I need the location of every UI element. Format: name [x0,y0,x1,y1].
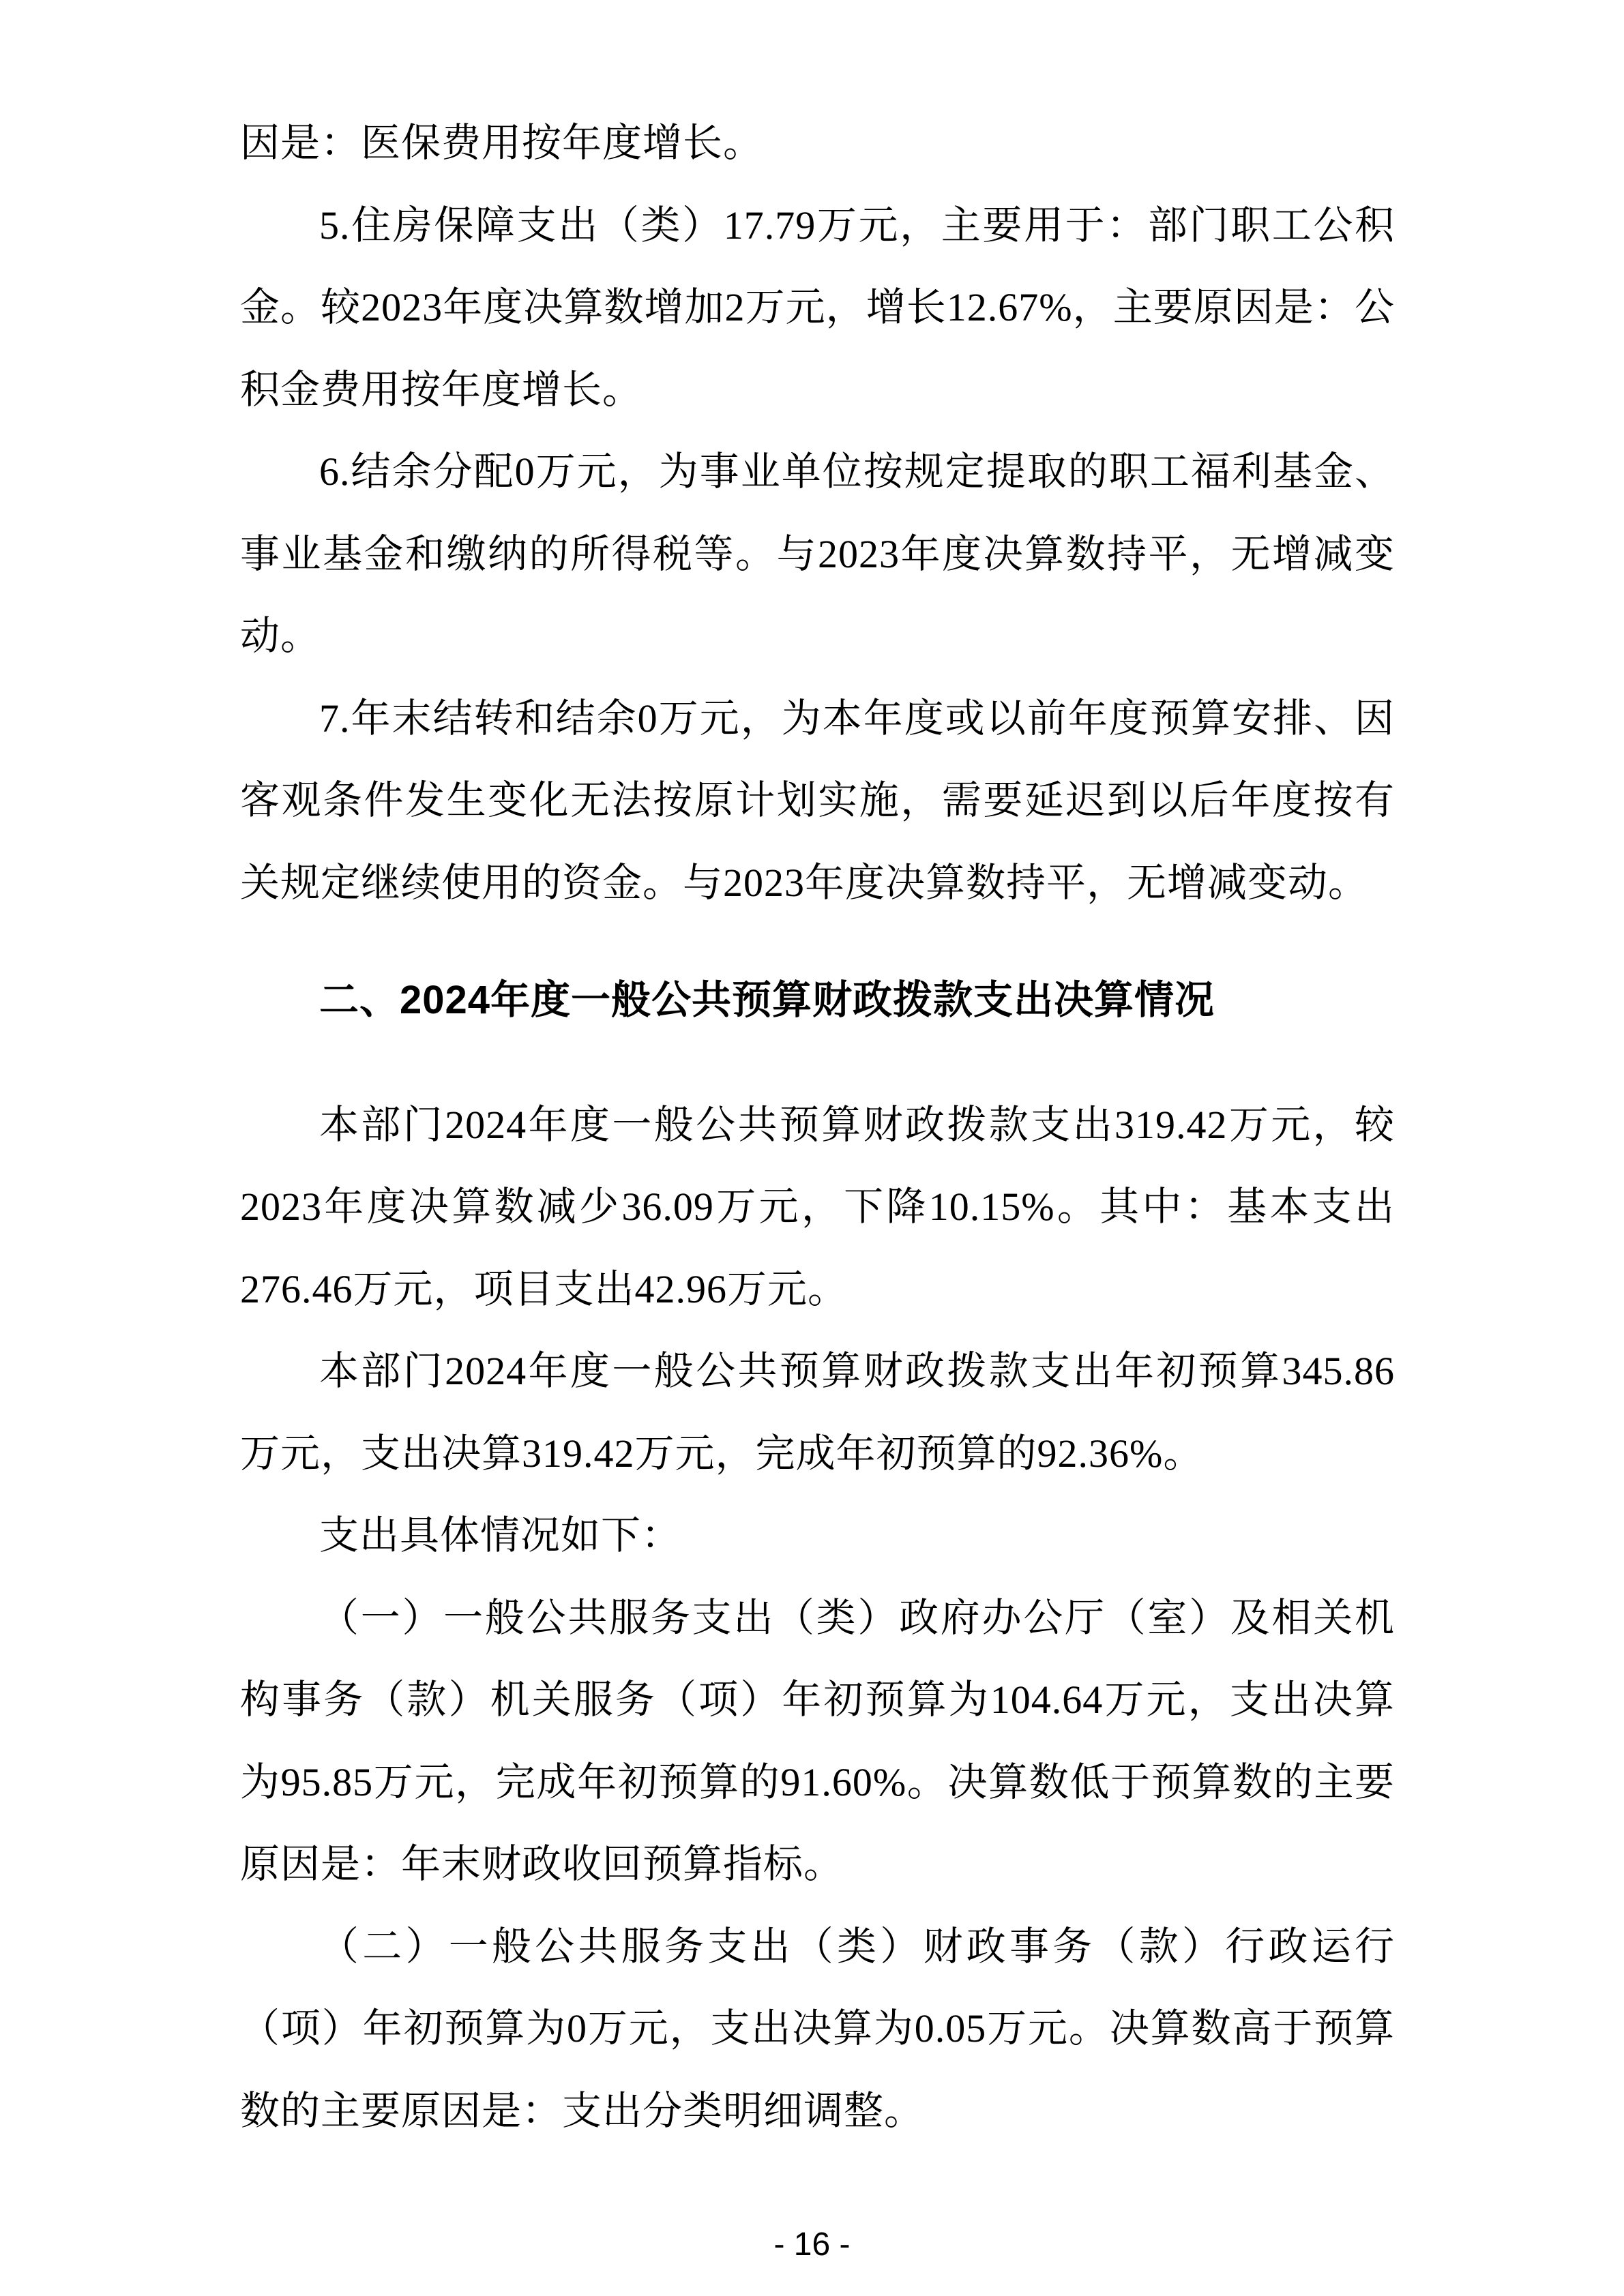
text-line: 事业基金和缴纳的所得税等。与2023年度决算数持平，无增减变 [240,531,1395,576]
text-line: 万元，支出决算319.42万元，完成年初预算的92.36%。 [240,1431,1204,1476]
text-line: 原因是：年末财政收回预算指标。 [240,1842,844,1886]
document-body [240,102,1395,2152]
text-line: （二）一般公共服务支出（类）财政事务（款）行政运行 [319,1924,1395,1969]
text-line: 数的主要原因是：支出分类明细调整。 [240,2088,925,2133]
text-line: 因是：医保费用按年度增长。 [240,121,764,165]
text-line: 支出具体情况如下： [319,1513,682,1557]
page-number: - 16 - [773,2226,851,2263]
text-line: 276.46万元，项目支出42.96万元。 [240,1266,848,1311]
text-line: 关规定继续使用的资金。与2023年度决算数持平，无增减变动。 [240,860,1369,905]
text-line: 动。 [240,614,321,658]
text-line: （一）一般公共服务支出（类）政府办公厅（室）及相关机 [319,1595,1395,1640]
text-line: 7.年末结转和结余0万元，为本年度或以前年度预算安排、因 [319,696,1395,741]
text-line: 本部门2024年度一般公共预算财政拨款支出319.42万元，较 [319,1102,1395,1147]
text-line: 客观条件发生变化无法按原计划实施，需要延迟到以后年度按有 [240,778,1395,822]
text-line: （项）年初预算为0万元，支出决算为0.05万元。决算数高于预算 [240,2006,1395,2051]
text-line: 2023年度决算数减少36.09万元，下降10.15%。其中：基本支出 [240,1184,1395,1229]
text-line: 为95.85万元，完成年初预算的91.60%。决算数低于预算数的主要 [240,1759,1395,1804]
text-line: 5.住房保障支出（类）17.79万元，主要用于：部门职工公积 [319,203,1395,248]
text-line: 6.结余分配0万元，为事业单位按规定提取的职工福利基金、 [319,449,1395,494]
text-line: 构事务（款）机关服务（项）年初预算为104.64万元，支出决算 [240,1678,1395,1722]
text-line: 本部门2024年度一般公共预算财政拨款支出年初预算345.86 [319,1349,1395,1393]
text-line: 积金费用按年度增长。 [240,367,643,412]
section-heading: 二、2024年度一般公共预算财政拨款支出决算情况 [319,978,1215,1022]
text-line: 金。较2023年度决算数增加2万元，增长12.67%，主要原因是：公 [240,285,1395,329]
